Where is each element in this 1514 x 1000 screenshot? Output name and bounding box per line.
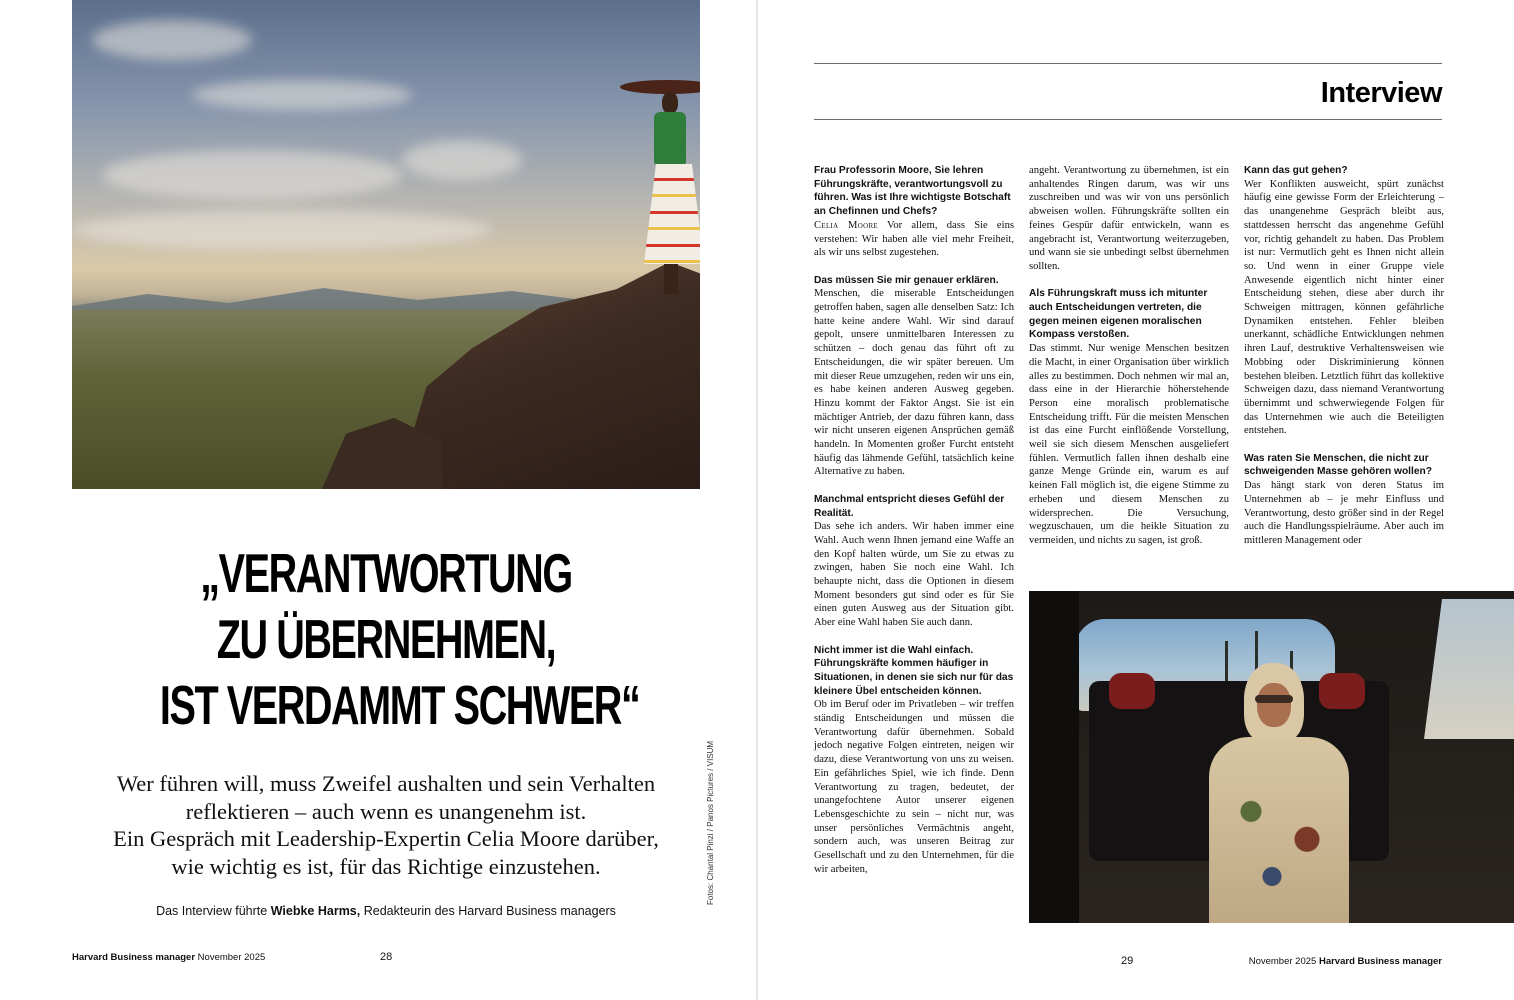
top-rule — [814, 63, 1442, 64]
headline-line: „VERANTWORTUNG — [200, 542, 572, 604]
deck-text — [72, 770, 700, 880]
answer: Ob im Beruf oder im Privatleben – wir treffen ständig Entscheidungen und müssen die Verantwortung dafür übernehmen. Sobald jedoch negative Folgen eintreten, neigen wir dazu, diese Verantwortung von uns zu weisen. Ein gefährliches Spiel, wie ich finde. Denn Verantwortung zu tragen, bedeutet, der unangefochtene Autor unserer eigenen Lebensgeschichte zu sein – nicht nur, was unser persönliches Vermächtnis angeht, sondern auch, was unseren Beitrag zur Gesellschaft und zu den Unternehmen, für die wir arbeiten, — [814, 699, 1014, 875]
answer: Das hängt stark von deren Status im Unternehmen ab – je mehr Einfluss und Verantwortung, desto größer sind in der Regel auch die Handlungsspielräume. Aber auch im mittleren Management oder — [1244, 480, 1444, 546]
deck-line: reflektieren – auch wenn es unangenehm ist. — [185, 798, 587, 824]
deck-line: wie wichtig es ist, für das Richtige einzustehen. — [171, 853, 601, 879]
woman-figure — [642, 80, 700, 300]
car-interior-photo — [1029, 591, 1514, 923]
page-number-left: 28 — [380, 951, 393, 963]
deck-line: Wer führen will, muss Zweifel aushalten und sein Verhalten — [116, 771, 656, 796]
question: Als Führungskraft muss ich mitunter auch Entscheidungen vertreten, die gegen meinen eigenen moralischen Kompass verstoßen. — [1029, 288, 1208, 341]
byline-prefix: Das Interview führte — [156, 904, 268, 918]
answer: Das stimmt. Nur wenige Menschen besitzen die Macht, in einer Organisation über wirklich alles zu bestimmen. Doch nehmen wir mal an, dass eine in der Hierarchie höherstehende Person eine moralisch problematische Entscheidung trifft. Für die meisten Menschen ist das eine Furcht einflößende Vorstellung, weil sie sich diesem Menschen ausgeliefert fühlen. Vermutlich fallen ihnen deshalb eine ganze Menge Gründe ein, warum es auf keinen Fall möglich ist, die eigene Stimme zu erheben und diesem Menschen zu widersprechen. Die Versuchung, wegzuschauen, um die heikle Situation zu vermeiden, und nichts zu sagen, ist groß. — [1029, 343, 1229, 546]
page-number-right: 29 — [1121, 955, 1134, 967]
question: Was raten Sie Menschen, die nicht zur schweigenden Masse gehören wollen? — [1244, 452, 1432, 478]
answer: Wer Konflikten ausweicht, spürt zunächst häufig eine gewisse Form der Erleichterung – das unangenehme Gespräch bleibt aus, stattdessen herrscht das angenehme Gefühl vor, richtig gehandelt zu haben. Das Problem ist nur: Vermutlich geht es Ihnen nicht allein so. Und wenn in einer Gruppe viele Anwesende eigentlich nicht hinter einer Entscheidung stehen, diese aber durch ihr Schweigen mittragen, können gefährliche Dynamiken entstehen. Fehler bleiben unerkannt, schädliche Entwicklungen nehmen ihren Lauf, destruktive Verhaltensweisen wie Mobbing oder Diskriminierung können bestehen bleiben. Letztlich führt das kollektive Schweigen dazu, dass niemand Verantwortung übernimmt und schwerwiegende Folgen für das Unternehmen wie auch die Beteiligten entstehen. — [1244, 178, 1444, 437]
section-rule — [814, 119, 1442, 120]
byline-author: Wiebke Harms, — [270, 904, 361, 918]
footer-brand: Harvard Business manager — [72, 952, 196, 963]
footer-right — [1249, 956, 1442, 967]
headline-line: IST VERDAMMT SCHWER“ — [159, 674, 640, 736]
question: Nicht immer ist die Wahl einfach. Führungskräfte kommen häufiger in Situationen, in denen sie sich nur für das kleinere Übel entscheiden können. — [814, 644, 1014, 697]
deck-line: Ein Gespräch mit Leadership-Expertin Celia Moore darüber, — [113, 826, 659, 851]
headline — [159, 540, 640, 738]
answer: Das sehe ich anders. Wir haben immer eine Wahl. Auch wenn Ihnen jemand eine Waffe an den Kopf halten würde, um Sie zu etwas zu zwingen, haben Sie noch eine Wahl. Ich behaupte nicht, dass die Optionen in diesem Moment besonders gut sind oder es für Sie einen guten Ausweg aus der Situation gibt. Aber eine Wahl haben Sie auch dann. — [814, 521, 1014, 629]
footer-brand: Harvard Business manager — [1318, 956, 1442, 967]
question: Manchmal entspricht dieses Gefühl der Realität. — [814, 493, 1005, 519]
byline — [72, 904, 700, 918]
question: Kann das gut gehen? — [1244, 165, 1348, 176]
answer: angeht. Verantwortung zu übernehmen, ist ein anhaltendes Ringen darum, was wir uns zuschreiben und was wir von uns persönlich abweisen wollen. Führungskräfte sollten ein feines Gespür dafür entwickeln, wann es angebracht ist, Verantwortung weiterzugeben, und wann sie sie unbedingt selbst übernehmen sollten. — [1029, 165, 1229, 272]
text-column-2 — [1029, 164, 1229, 561]
footer-date: November 2025 — [1248, 956, 1317, 967]
text-column-1 — [814, 164, 1014, 890]
text-column-3 — [1244, 164, 1444, 561]
question: Das müssen Sie mir genauer erklären. — [814, 274, 999, 286]
answer: Menschen, die miserable Entscheidungen getroffen haben, sagen alle denselben Satz: Ich hatte keine andere Wahl. Wir sind darauf gepolt, unsere unmittelbaren Interessen zu schützen – doch genau das führt oft zu Entscheidungen, die wir später bereuen. Um mit dieser Reue umzugehen, reden wir uns ein, es habe keinen anderen Ausweg gegeben. Hinzu kommt der Faktor Angst. Sie ist ein mächtiger Antrieb, der dazu führen kann, dass wir nicht unseren eigenen Ansprüchen gemäß handeln. In Momenten großer Furcht entsteht häufig das lähmende Gefühl, tatsächlich keine Alternative zu haben. — [814, 288, 1014, 478]
footer-date: November 2025 — [197, 952, 266, 963]
headline-line: ZU ÜBERNEHMEN, — [216, 608, 556, 670]
answer: Vor allem, dass Sie eins verstehen: Wir haben alle viel mehr Freiheit, als wir uns selbst zugestehen. — [814, 219, 1014, 259]
question: Frau Professorin Moore, Sie lehren Führungskräfte, verantwortungsvoll zu führen. Was ist Ihre wichtigste Botschaft an Chefinnen und Chefs? — [814, 165, 1011, 218]
gutter-divider — [756, 0, 758, 1000]
section-title: Interview — [1320, 77, 1442, 109]
byline-suffix: Redakteurin des Harvard Business managers — [363, 904, 616, 918]
hero-photo-woman-on-rock — [72, 0, 700, 489]
woman-in-hoodie — [1199, 663, 1359, 923]
speaker-name: Celia Moore — [814, 219, 878, 231]
footer-left — [72, 952, 265, 963]
photo-credit: Fotos: Chantal Pinzi / Panos Pictures / VISUM — [706, 740, 715, 905]
